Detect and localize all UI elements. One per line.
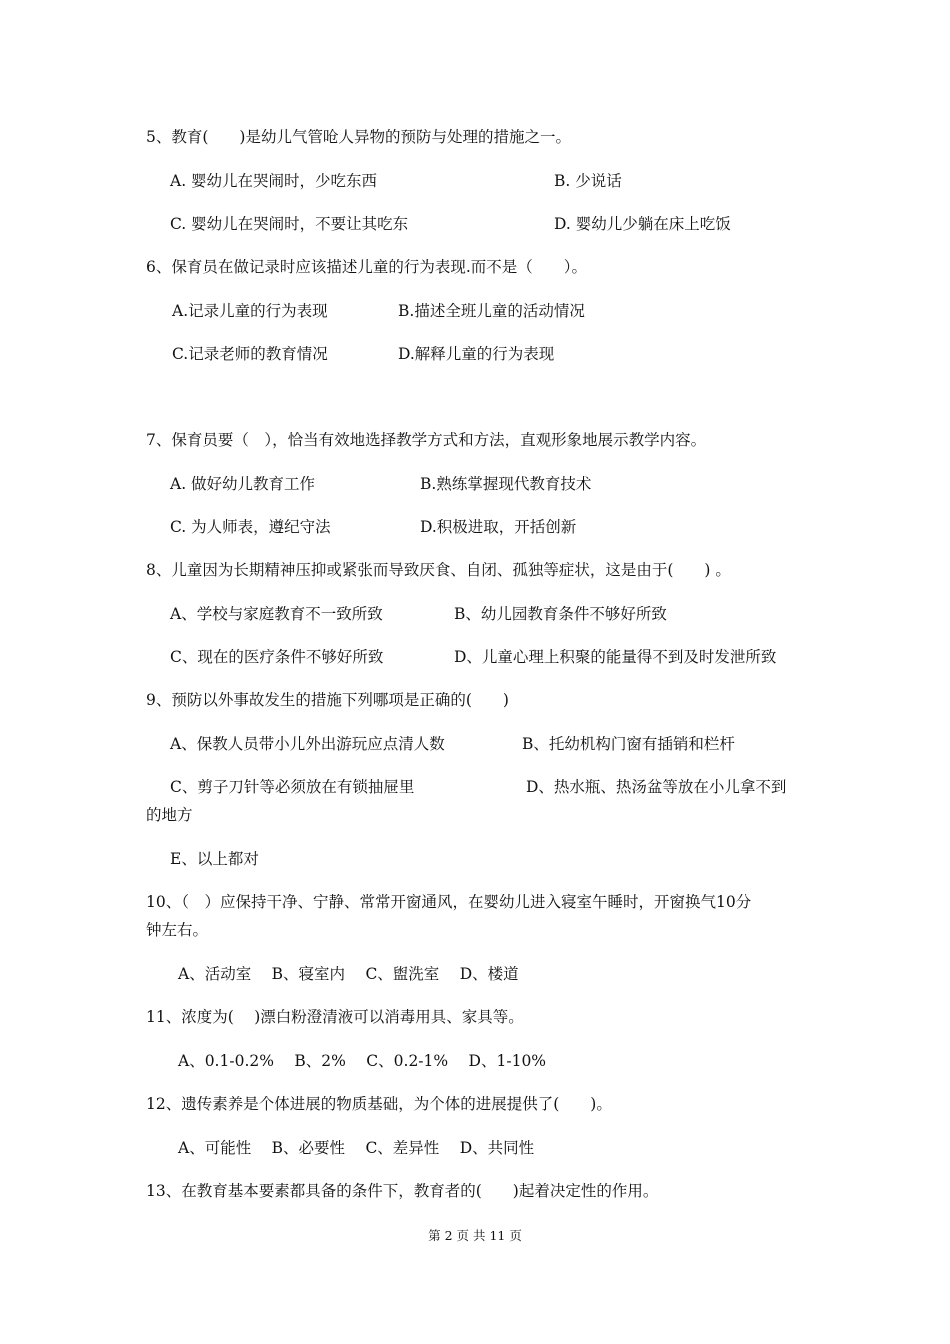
question-10-stem-continued: 钟左右。 [146, 921, 209, 939]
question-11-options: A、0.1-0.2% B、2% C、0.2-1% D、1-10% [178, 1052, 547, 1070]
question-9-stem: 9、预防以外事故发生的措施下列哪项是正确的( ) [146, 691, 509, 709]
question-7-stem: 7、保育员要（ ），恰当有效地选择教学方式和方法，直观形象地展示教学内容。 [146, 431, 707, 449]
question-9-option-c: C、剪子刀针等必须放在有锁抽屉里 [170, 778, 415, 796]
question-13-stem: 13、在教育基本要素都具备的条件下，教育者的( )起着决定性的作用。 [146, 1182, 659, 1200]
question-8-option-c: C、现在的医疗条件不够好所致 [170, 648, 384, 666]
question-5-option-d: D. 婴幼儿少躺在床上吃饭 [554, 215, 731, 233]
question-5-option-b: B. 少说话 [554, 172, 622, 190]
question-8-option-d: D、儿童心理上积聚的能量得不到及时发泄所致 [454, 648, 777, 666]
question-9-option-a: A、保教人员带小儿外出游玩应点清人数 [170, 735, 445, 753]
question-12-options: A、可能性 B、必要性 C、差异性 D、共同性 [178, 1139, 535, 1157]
question-8-option-a: A、学校与家庭教育不一致所致 [170, 605, 383, 623]
question-7-option-c: C. 为人师表，遵纪守法 [170, 518, 331, 536]
question-9-option-b: B、托幼机构门窗有插销和栏杆 [522, 735, 735, 753]
question-9-option-d-continued: 的地方 [146, 806, 193, 824]
question-5-stem: 5、教育( )是幼儿气管呛人异物的预防与处理的措施之一。 [146, 128, 571, 146]
question-6-option-a: A.记录儿童的行为表现 [172, 302, 328, 320]
question-9-option-d: D、热水瓶、热汤盆等放在小儿拿不到 [526, 778, 787, 796]
question-10-stem: 10、（ ）应保持干净、宁静、常常开窗通风，在婴幼儿进入寝室午睡时，开窗换气10分 [146, 893, 752, 911]
question-5-option-a: A. 婴幼儿在哭闹时，少吃东西 [170, 172, 378, 190]
question-7-option-a: A. 做好幼儿教育工作 [170, 475, 316, 493]
question-8-stem: 8、儿童因为长期精神压抑或紧张而导致厌食、自闭、孤独等症状，这是由于( ) 。 [146, 561, 731, 579]
question-7-option-d: D.积极进取，开括创新 [420, 518, 577, 536]
question-8-option-b: B、幼儿园教育条件不够好所致 [454, 605, 667, 623]
question-9-option-e: E、以上都对 [170, 850, 259, 868]
question-7-option-b: B.熟练掌握现代教育技术 [420, 475, 592, 493]
question-10-options: A、活动室 B、寝室内 C、盥洗室 D、楼道 [178, 965, 519, 983]
question-6-option-c: C.记录老师的教育情况 [172, 345, 328, 363]
question-6-option-d: D.解释儿童的行为表现 [398, 345, 555, 363]
question-6-stem: 6、保育员在做记录时应该描述儿童的行为表现.而不是（ ）。 [146, 258, 588, 276]
question-11-stem: 11、浓度为( )漂白粉澄清液可以消毒用具、家具等。 [146, 1008, 524, 1026]
question-5-option-c: C. 婴幼儿在哭闹时，不要让其吃东 [170, 215, 409, 233]
question-12-stem: 12、遗传素养是个体进展的物质基础，为个体的进展提供了( )。 [146, 1095, 612, 1113]
question-6-option-b: B.描述全班儿童的活动情况 [398, 302, 585, 320]
page-number-footer: 第 2 页 共 11 页 [428, 1228, 522, 1243]
